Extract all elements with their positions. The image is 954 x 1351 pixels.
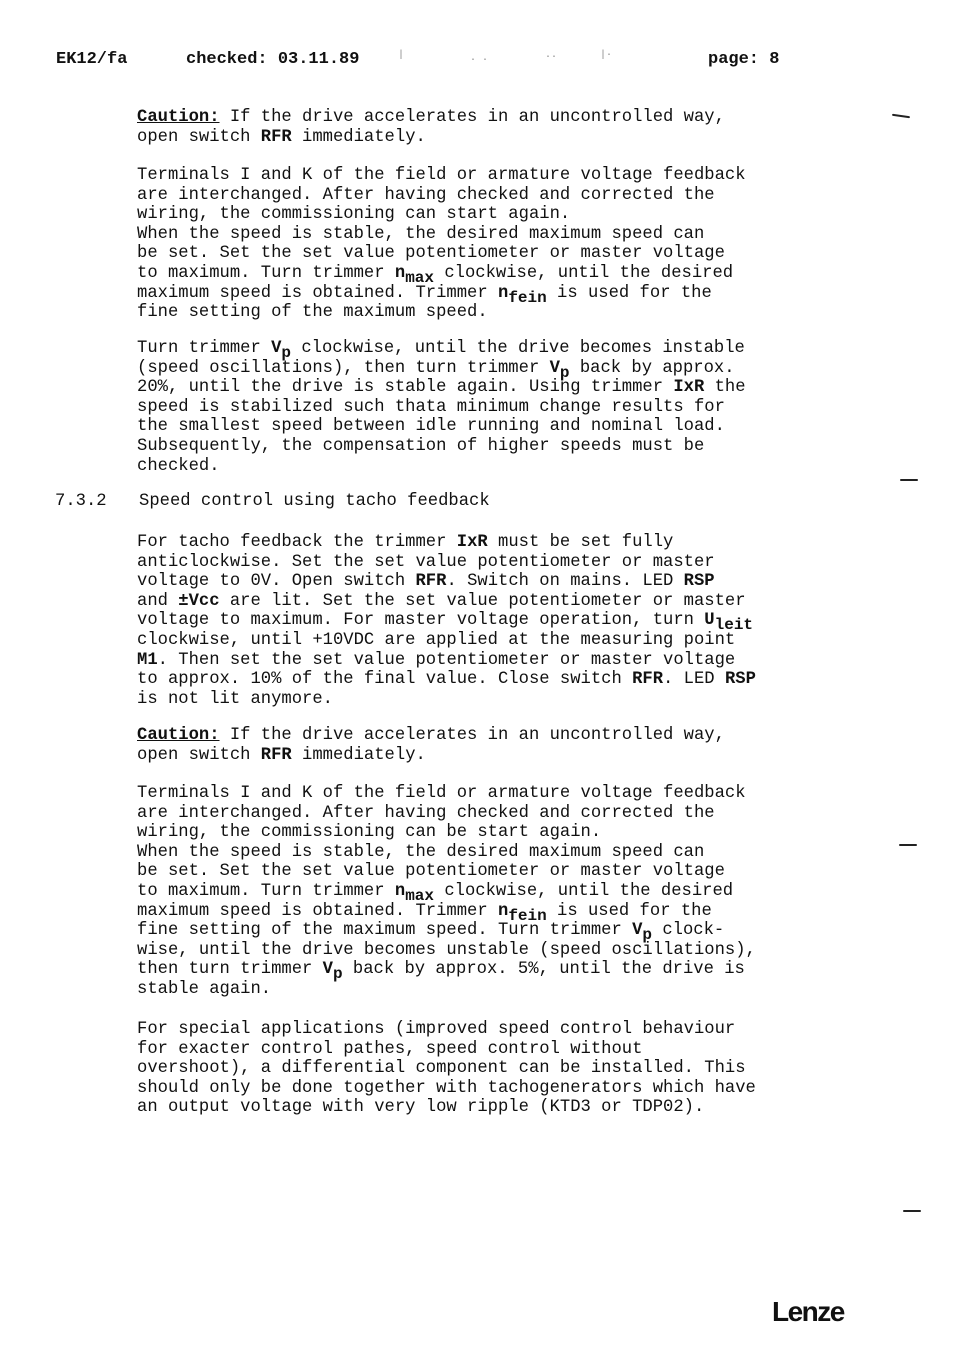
scan-noise: · · <box>470 55 489 66</box>
paragraph-tacho-feedback: For tacho feedback the trimmer IxR must be set fully anticlockwise. Set the set value potentiometer or master voltage to 0V. Open switch RFR. Switch on mains. LED RSP and ±Vcc are lit. Set the set value potentiometer or master voltage to maximum. For master voltage operation, turn $U_{leit}$ clockwise, until +10VDC are applied at the measuring point M1. Then set the set value potentiometer or master voltage to approx. 10% of the final value. Close switch RFR. LED RSP is not lit anymore. <box>137 533 756 709</box>
paragraph-trimmer-vp: Turn trimmer $V_p$ clockwise, until the drive becomes instable (speed oscillations), then turn trimmer $V_p$ back by approx. 20%, until the drive is stable again. Using trimmer IxR the speed is stabilized such thata minimum change results for the smallest speed between idle running and nominal load. Subsequently, the compensation of higher speeds must be checked. <box>137 339 746 476</box>
document-id: EK12/fa <box>56 50 128 69</box>
margin-mark <box>903 1210 921 1212</box>
margin-mark <box>899 844 917 846</box>
lenze-logo: Lenze <box>772 1296 844 1327</box>
margin-mark <box>892 114 910 118</box>
scan-noise: ·· <box>545 52 558 63</box>
scan-noise: | <box>398 50 405 61</box>
paragraph-feedback-wiring-2: Terminals I and K of the field or armature voltage feedback are interchanged. After having checked and corrected the wiring, the commissioning can be start again. When the speed is stable, the desired maximum speed can be set. Set the set value potentiometer or master voltage to maximum. Turn trimmer $n_{max}$ clockwise, until the desired maximum speed is obtained. Trimmer $n_{fein}$ is used for the fine setting of the maximum speed. Turn trimmer $V_p$ clock- wise, until the drive becomes unstable (speed oscillations), then turn trimmer $V_p$ back by approx. 5%, until the drive is stable again. <box>137 784 756 999</box>
checked-date: checked: 03.11.89 <box>186 50 360 69</box>
section-title: Speed control using tacho feedback <box>139 492 490 511</box>
paragraph-feedback-wiring-1: Terminals I and K of the field or armature voltage feedback are interchanged. After having checked and corrected the wiring, the commissioning can start again. When the speed is stable, the desired maximum speed can be set. Set the set value potentiometer or master voltage to maximum. Turn trimmer $n_{max}$ clockwise, until the desired maximum speed is obtained. Trimmer $n_{fein}$ is used for the fine setting of the maximum speed. <box>137 166 746 323</box>
page-number: page: 8 <box>708 50 780 69</box>
paragraph-special-applications: For special applications (improved speed control behaviour for exacter control pathes, speed control without overshoot), a differential component can be installed. This should only be done together with tachogenerators which have an output voltage with very low ripple (KTD3 or TDP02). <box>137 1020 756 1118</box>
caution-paragraph-2: Caution: If the drive accelerates in an uncontrolled way, open switch RFR immediately. <box>137 726 725 765</box>
scan-noise: |· <box>600 50 613 61</box>
caution-paragraph-1: Caution: If the drive accelerates in an uncontrolled way, open switch RFR immediately. <box>137 108 725 147</box>
section-number: 7.3.2 <box>55 492 107 511</box>
margin-mark <box>900 479 918 481</box>
